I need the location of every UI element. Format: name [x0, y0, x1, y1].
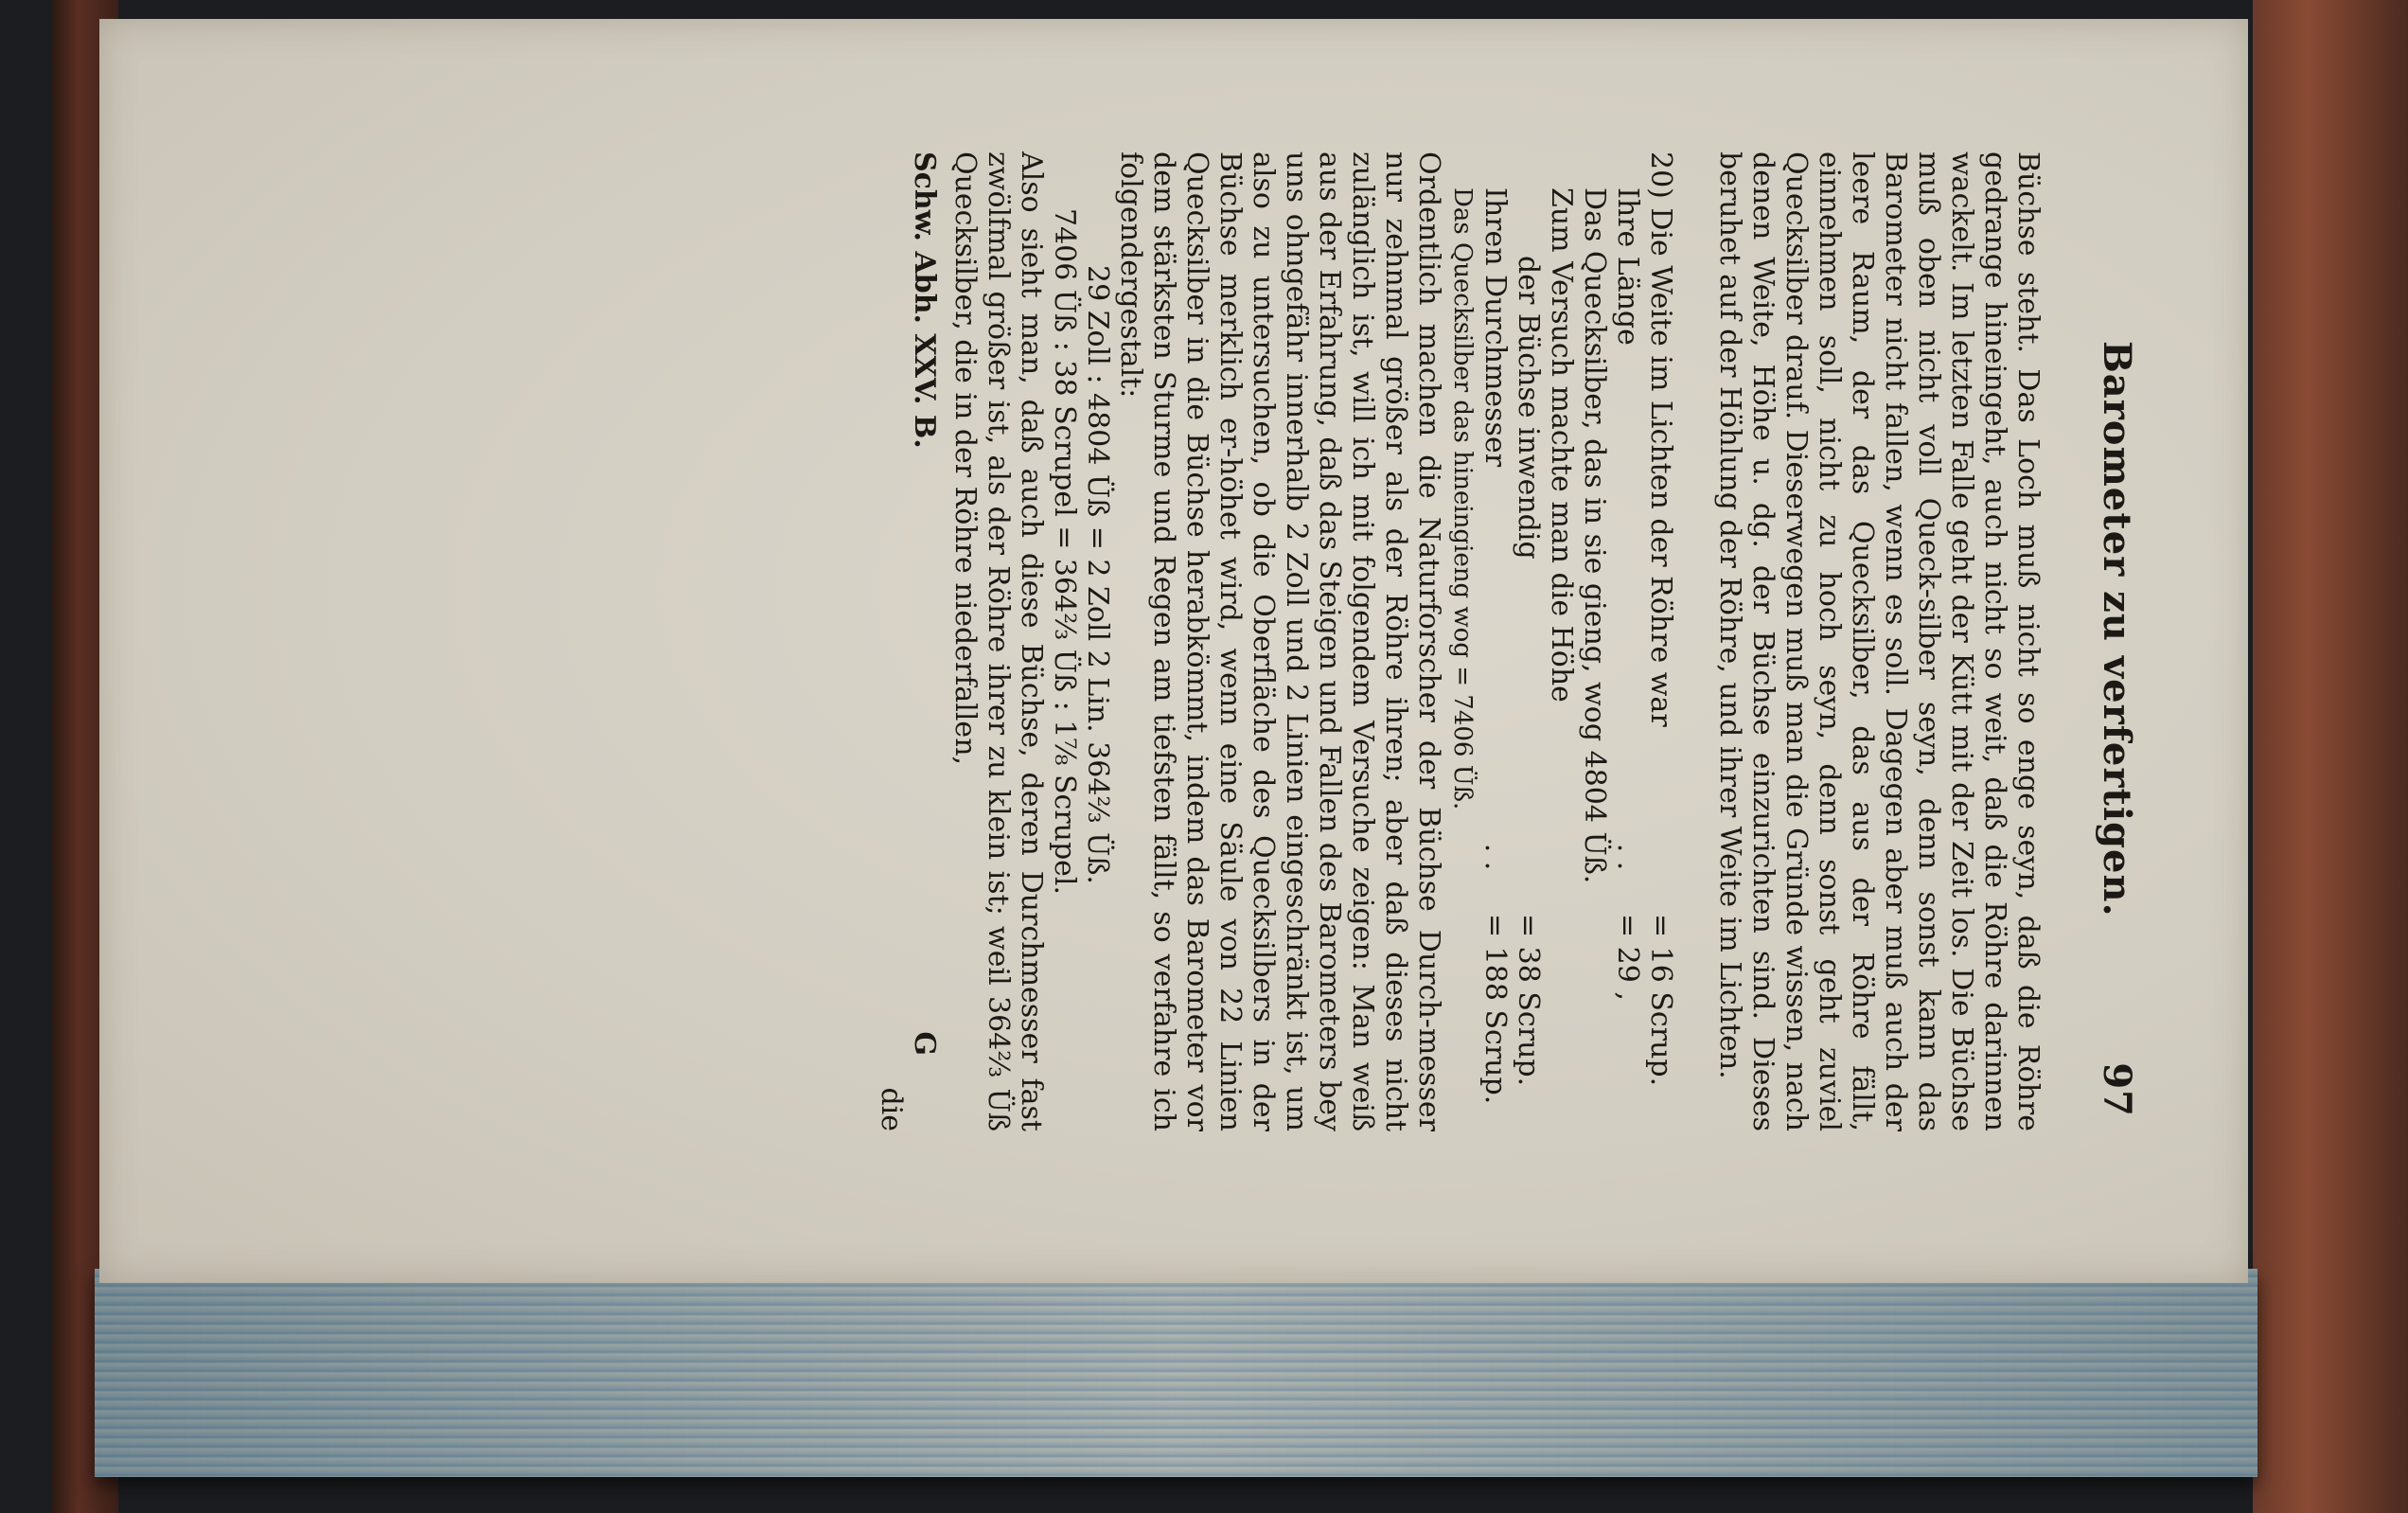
paragraph-3: Also sieht man, daß auch diese Büchse, deren Durchmesser fast zwölfmal größer ist, als der Röhre ihrer zu klein ist; weil 364⅔ Üß Quecksilber, die in der Röhre niederfallen, [948, 151, 1048, 1131]
diameter-label: Ihren Durchmesser [1478, 187, 1512, 468]
signature-mark: G [908, 1031, 941, 1056]
length-line [1611, 151, 1644, 1131]
calculation-2: 7406 Üß : 38 Scrupel = 364⅔ Üß : 1⅞ Scrupel. [1048, 208, 1081, 896]
box-height-line [1512, 151, 1545, 1131]
signature-left: Schw. Abh. XXV. B. [908, 151, 941, 449]
length-dots: . . [1611, 843, 1644, 871]
item-20-lead: 20) Die Weite im Lichten der Röhre war [1644, 151, 1677, 727]
book-cover-right [2253, 0, 2408, 1513]
mercury-line-1: Das Quecksilber, das in sie gieng, wog 4804 Üß. [1578, 187, 1611, 884]
rotated-page-content [99, 19, 2248, 1283]
item-20-value: = 16 Scrup. [1644, 914, 1677, 1087]
running-header [2082, 161, 2139, 1117]
book-page [99, 19, 2248, 1283]
calculation-1: 29 Zoll : 4804 Üß = 2 Zoll 2 Lin. 364⅔ Üß. [1081, 265, 1114, 884]
diameter-dots: . . [1478, 843, 1512, 871]
paragraph-1: Büchse steht. Das Loch muß nicht so enge seyn, daß die Röhre gedrange hineingeht, auch nicht so weit, daß die Röhre darinnen wackelt. Im letzten Falle geht der Kütt mit der Zeit los. Die Büchse muß oben nicht voll Queck-silber seyn, denn sonst kann das Barometer nicht fallen, wenn es soll. Dagegen aber muß auch der leere Raum, der das Quecksilber, das aus der Röhre fällt, einnehmen soll, nicht zu hoch seyn, denn sonst geht zuviel Quecksilber drauf. Dieserwegen muß man die Gründe wissen, nach denen Weite, Höhe u. dg. der Büchse einzurichten sind. Dieses beruhet auf der Höhlung der Röhre, und ihrer Weite im Lichten. [1713, 151, 2045, 1131]
diameter-value: = 188 Scrup. [1478, 914, 1512, 1105]
box-height-value: = 38 Scrup. [1512, 914, 1545, 1087]
header-title: Barometer zu verfertigen. [2095, 341, 2139, 917]
mercury-line-2: Zum Versuch machte man die Höhe [1545, 187, 1578, 703]
weight-line: Das Quecksilber das hineingieng wog = 7406 Üß. [1448, 187, 1477, 810]
page-body [875, 151, 2045, 1131]
paragraph-2: Ordentlich machen die Naturforscher der Büchse Durch-messer nur zehnmal größer als der Röhre ihren; aber daß dieses nicht zulänglich ist, will ich mit folgendem Versuche zeigen: Man weiß aus der Erfahrung, daß das Steigen und Fallen des Barometers bey uns ohngefähr innerhalb 2 Zoll und 2 Linien eingeschränkt ist, um also zu untersuchen, ob die Oberfläche des Quecksilbers in der Büchse merklich er-höhet wird, wenn eine Säule von 22 Linien Quecksilber in die Büchse herabkömmt, indem das Barometer vor dem stärksten Sturme und Regen am tiefsten fällt, so verfahre ich folgendergestalt: [1114, 151, 1445, 1131]
length-label: Ihre Länge [1611, 187, 1644, 346]
length-value: = 29 , [1611, 914, 1644, 1001]
page-fore-edge-tint [95, 1269, 2258, 1477]
box-height-label: der Büchse inwendig [1512, 256, 1545, 560]
item-20-line [1644, 151, 1677, 1131]
catchword: die [875, 1087, 908, 1131]
diameter-line [1478, 151, 1512, 1131]
page-footer [908, 151, 941, 1131]
page-number: 97 [2095, 1062, 2139, 1117]
